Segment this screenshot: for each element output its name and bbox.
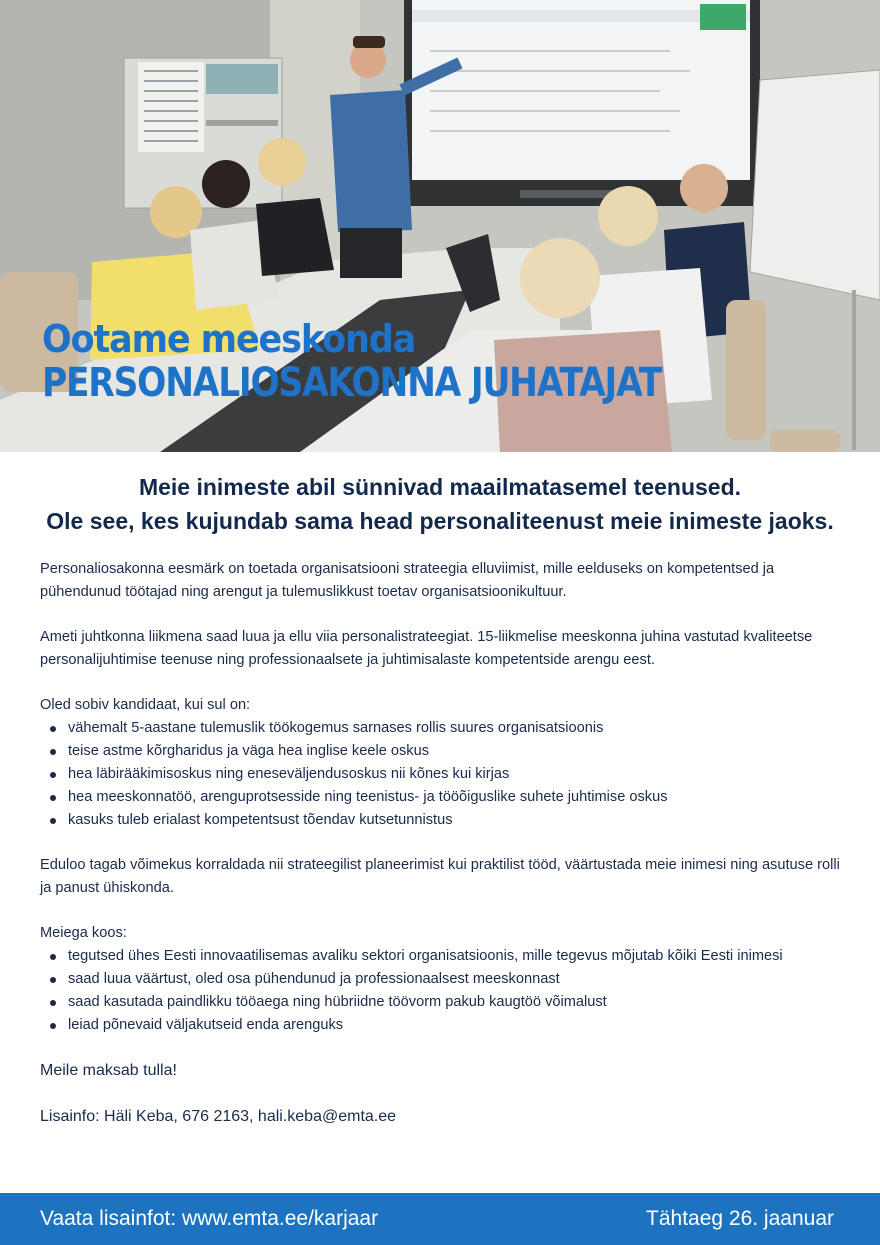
welcome-text: Meile maksab tulla! [40,1062,177,1079]
intro-paragraph-1: Personaliosakonna eesmärk on toetada organisatsiooni strateegia elluviimist, mille eelduseks on kompetentsed ja pühendunud töötajad ning arengut ja tulemuslikkust toetav organisatsioonikultuur. [40,561,775,600]
bullet-icon [50,818,56,824]
contact-info[interactable]: Lisainfo: Häli Keba, 676 2163, hali.keba@emta.ee [40,1108,397,1125]
success-paragraph: Eduloo tagab võimekus korraldada nii strateegilist planeerimist kui praktilist tööd, väärtustada meie inimesi ning asutuse rolli ja panust ühiskonda. [40,857,840,896]
headline [0,470,880,538]
list-item [68,945,840,968]
intro-paragraph-2: Ameti juhtkonna liikmena saad luua ja ellu viia personalistrateegiat. 15-liikmelise meeskonna juhina vastutad kvaliteetse personalijuhtimise teenuse ning professionaalsete ja juhtimisalaste kompetentside arengu eest. [40,629,813,668]
bullet-icon [50,795,56,801]
headline-line1: Meie inimeste abil sünnivad maailmatasemel teenused. [138,474,742,500]
offer-list [40,945,840,1037]
hero-title-line1: Ootame meeskonda [42,317,416,361]
job-ad-body [40,470,840,1151]
list-item-text: saad luua väärtust, oled osa pühendunud ja professionaalsest meeskonnast [68,971,560,987]
list-item-text: saad kasutada paindlikku tööaega ning hübriidne töövorm pakub kaugtöö võimalust [68,994,607,1010]
list-item-text: kasuks tuleb erialast kompetentsust tõendav kutsetunnistus [68,812,453,828]
list-item-text: hea läbirääkimisoskus ning eneseväljendusoskus nii kõnes kui kirjas [68,766,510,782]
hero-photo [0,0,880,452]
list-item [68,1014,840,1037]
list-item [68,809,840,832]
bullet-icon [50,977,56,983]
list-item-text: teise astme kõrgharidus ja väga hea inglise keele oskus [68,743,429,759]
hero-title-line2: PERSONALIOSAKONNA JUHATAJAT [42,360,662,406]
bullet-icon [50,1000,56,1006]
deadline-text: Tähtaeg 26. jaanuar [646,1207,834,1230]
bullet-icon [50,772,56,778]
bullet-icon [50,749,56,755]
bullet-icon [50,1023,56,1029]
list-item [68,763,840,786]
requirements-lead: Oled sobiv kandidaat, kui sul on: [40,697,251,713]
offer-lead: Meiega koos: [40,925,127,941]
list-item [68,717,840,740]
hero-title [42,318,762,406]
list-item [68,968,840,991]
list-item-text: vähemalt 5-aastane tulemuslik töökogemus sarnases rollis suures organisatsioonis [68,720,604,736]
list-item [68,786,840,809]
list-item-text: leiad põnevaid väljakutseid enda arenguks [68,1017,344,1033]
list-item-text: tegutsed ühes Eesti innovaatilisemas avaliku sektori organisatsioonis, mille tegevus mõjutab kõiki Eesti inimesi [68,948,783,964]
headline-line2: Ole see, kes kujundab sama head personaliteenust meie inimeste jaoks. [46,508,834,534]
list-item [68,991,840,1014]
list-item-text: hea meeskonnatöö, arenguprotsesside ning teenistus- ja tööõiguslike suhete juhtimise oskus [68,789,668,805]
bullet-icon [50,954,56,960]
list-item [68,740,840,763]
bullet-icon [50,726,56,732]
requirements-list [40,717,840,832]
more-info-link[interactable]: Vaata lisainfot: www.emta.ee/karjaar [40,1207,379,1230]
footer-bar [0,1193,880,1245]
